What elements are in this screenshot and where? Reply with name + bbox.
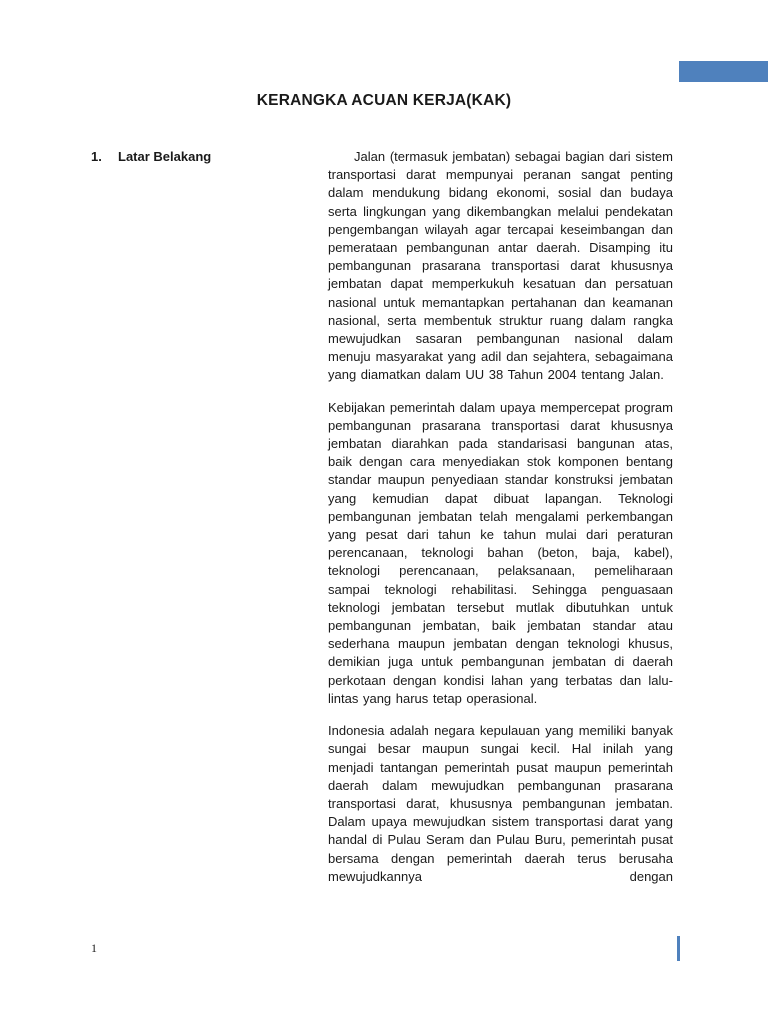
paragraph-2: Kebijakan pemerintah dalam upaya mempercepat program pembangunan prasarana transportasi darat khususnya jembatan diarahkan pada standarisasi bangunan atas, baik dengan cara menyediakan stok komponen bentang standar maupun penyediaan standar konstruksi jembatan yang kemudian dapat dibuat lapangan. Teknologi pembangunan jembatan telah mengalami perkembangan yang pesat dari tahun ke tahun mulai dari peraturan perencanaan, teknologi bahan (beton, baja, kabel), teknologi perencanaan, pelaksanaan, pemeliharaan sampai teknologi rehabilitasi. Sehingga penguasaan teknologi jembatan tersebut mutlak dibutuhkan untuk pembangunan jembatan, baik jembatan standar atau sederhana maupun jembatan dengan teknologi khusus, demikian juga untuk pembangunan jembatan di daerah perkotaan dengan kondisi lahan yang terbatas dan lalu-lintas yang harus tetap operasional. — [328, 399, 673, 706]
document-title: KERANGKA ACUAN KERJA(KAK) — [256, 92, 512, 109]
section-body — [328, 148, 673, 900]
section-number: 1. — [91, 149, 102, 164]
section-title: Latar Belakang — [118, 149, 212, 164]
section-heading — [91, 149, 211, 164]
header-accent-tab — [679, 61, 768, 82]
page-number: 1 — [91, 941, 97, 955]
paragraph-1: Jalan (termasuk jembatan) sebagai bagian dari sistem transportasi darat mempunyai peranan sangat penting dalam mendukung bidang ekonomi, sosial dan budaya serta lingkungan yang dikembangkan melalui pendekatan pengembangan wilayah agar tercapai keseimbangan dan pemerataan pembangunan antar daerah. Disamping itu pembangunan prasarana transportasi darat khususnya jembatan dapat memperkukuh kesatuan dan persatuan nasional untuk memantapkan pertahanan dan keamanan nasional, serta membentuk struktur ruang dalam rangka mewujudkan sasaran pembangunan nasional dalam menuju masyarakat yang adil dan sejahtera, sebagaimana yang diamatkan dalam UU 38 Tahun 2004 tentang Jalan. — [328, 149, 673, 383]
footer-accent-bar — [677, 936, 680, 961]
paragraph-3: Indonesia adalah negara kepulauan yang memiliki banyak sungai besar maupun sungai kecil. Hal inilah yang menjadi tantangan pemerintah pusat maupun pemerintah daerah dalam mewujudkan pembangunan prasarana transportasi darat, khususnya pembangunan jembatan. Dalam upaya mewujudkan sistem transportasi darat yang handal di Pulau Seram dan Pulau Buru, pemerintah pusat bersama dengan pemerintah daerah terus berusaha mewujudkannya dengan — [328, 723, 673, 884]
